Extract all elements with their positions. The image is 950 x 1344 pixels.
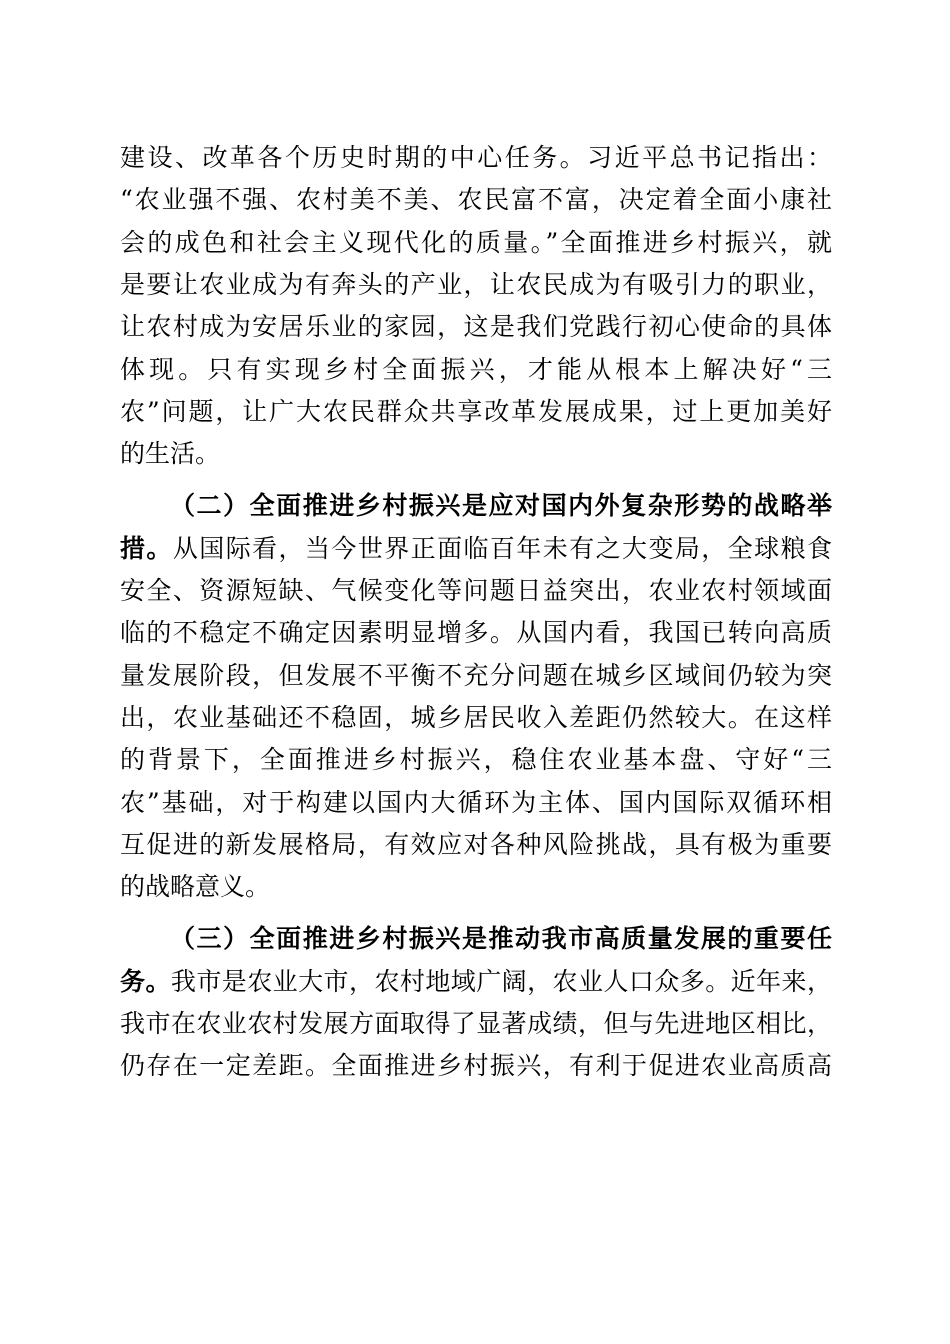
paragraph-line: 的背景下，全面推进乡村振兴，稳住农业基本盘、守好“三 [120,745,832,774]
section-heading [170,922,832,956]
paragraph-line: 出，农业基础还不稳固，城乡居民收入差距仍然较大。在这样 [120,703,832,732]
paragraph-text: 从国际看，当今世界正面临百年未有之大变局，全球粮食 [172,534,832,563]
paragraph-line: 安全、资源短缺、气候变化等问题日益突出，农业农村领域面 [120,576,832,605]
section-heading-text: 务。 [120,967,171,996]
paragraph-line [120,532,832,566]
section-heading [170,489,832,523]
paragraph-line [120,965,832,999]
paragraph-line: 农”基础，对于构建以国内大循环为主体、国内国际双循环相 [120,788,832,817]
paragraph-line: 互促进的新发展格局，有效应对各种风险挑战，具有极为重要 [120,830,832,859]
paragraph-line: 的战略意义。 [120,872,271,901]
paragraph-text: 我市是农业大市，农村地域广阔，农业人口众多。近年来， [170,967,832,996]
paragraph-line: 量发展阶段，但发展不平衡不充分问题在城乡区域间仍较为突 [120,661,832,690]
paragraph-line: 体现。只有实现乡村全面振兴，才能从根本上解决好“三 [120,355,832,384]
paragraph-line: 临的不稳定不确定因素明显增多。从国内看，我国已转向高质 [120,618,832,647]
paragraph-line: 我市在农业农村发展方面取得了显著成绩，但与先进地区相比， [120,1009,832,1038]
paragraph-line: 会的成色和社会主义现代化的质量。”全面推进乡村振兴，就 [120,228,832,257]
section-heading-text: （二）全面推进乡村振兴是应对国内外复杂形势的战略举 [170,491,832,520]
paragraph-line: 让农村成为安居乐业的家园，这是我们党践行初心使命的具体 [120,312,832,341]
section-heading-text: （三）全面推进乡村振兴是推动我市高质量发展的重要任 [170,924,832,953]
paragraph-line: 建设、改革各个历史时期的中心任务。习近平总书记指出： [120,143,832,172]
paragraph-line: 的生活。 [120,439,221,468]
paragraph-line: 农”问题，让广大农民群众共享改革发展成果，过上更加美好 [120,397,832,426]
paragraph-line: “农业强不强、农村美不美、农民富不富，决定着全面小康社 [120,185,832,214]
paragraph-line: 仍存在一定差距。全面推进乡村振兴，有利于促进农业高质高 [120,1051,832,1080]
paragraph-line: 是要让农业成为有奔头的产业，让农民成为有吸引力的职业， [120,270,832,299]
section-heading-text: 措。 [120,534,173,563]
